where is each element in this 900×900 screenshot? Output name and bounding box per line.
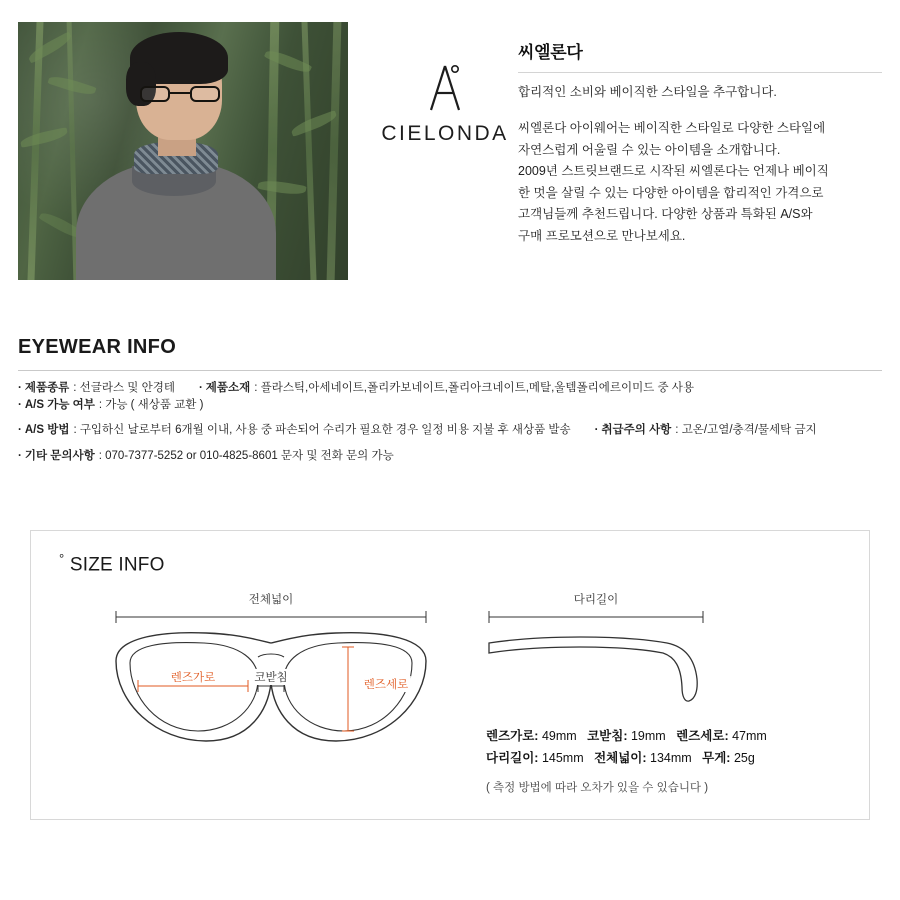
- lens-left: [140, 86, 170, 102]
- label-temple-length: 다리길이: [573, 594, 619, 606]
- spec-value: 25g: [733, 750, 755, 765]
- info-key: 기타 문의사항: [24, 450, 95, 463]
- brand-mark-icon: [376, 60, 514, 116]
- measurement-note: ( 측정 방법에 따라 오차가 있을 수 있습니다 ): [486, 781, 709, 794]
- spec-value: 134mm: [650, 750, 692, 765]
- size-info-panel: [30, 530, 870, 820]
- divider: [18, 370, 882, 371]
- bridge-bar: [170, 92, 190, 94]
- bullet-icon: ·: [594, 424, 599, 437]
- info-row: [18, 380, 886, 413]
- spec-line: [486, 726, 767, 748]
- info-pair: [18, 448, 394, 465]
- eyewear-info-heading: EYEWEAR INFO: [18, 336, 177, 358]
- intro-line: 고객님들께 추천드립니다. 다양한 상품과 특화된 A/S와: [518, 207, 813, 222]
- info-pair: [18, 397, 203, 414]
- info-row: [18, 448, 886, 465]
- spec-key: 다리길이:: [486, 750, 539, 765]
- spec-key: 무게:: [702, 750, 731, 765]
- lens-right: [190, 86, 220, 102]
- lifestyle-photo: [18, 22, 348, 280]
- temple-diagram: [481, 591, 711, 711]
- model-hair: [130, 32, 228, 84]
- bullet-icon: ·: [18, 424, 22, 437]
- label-total-width: 전체넓이: [248, 594, 294, 606]
- intro-line: 한 멋을 살릴 수 있는 다양한 아이템을 합리적인 가격으로: [518, 185, 824, 200]
- info-key: 취급주의 사항: [601, 424, 672, 437]
- spec-key: 코받침:: [587, 729, 628, 743]
- bullet-icon: ·: [18, 398, 22, 411]
- spec-key: 전체넓이:: [594, 750, 647, 765]
- intro-line: 구매 프로모션으로 만나보세요.: [518, 228, 686, 243]
- spec-key: 렌즈세로:: [676, 729, 729, 743]
- model-sweater: [76, 162, 276, 280]
- spec-value: 49mm: [541, 729, 577, 743]
- info-value: : 구입하신 날로부터 6개월 이내, 사용 중 파손되어 수리가 필요한 경우 일정 비용 지불 후 새상품 발송: [73, 424, 571, 437]
- spec-line: [486, 748, 767, 770]
- info-key: 제품소재: [205, 382, 251, 394]
- intro-line: 씨엘론다 아이웨어는 베이직한 스타일로 다양한 스타일에: [518, 121, 826, 136]
- spec-value: 47mm: [732, 729, 767, 743]
- divider: [518, 72, 882, 73]
- info-pair: [595, 422, 817, 439]
- info-pair: [199, 380, 694, 397]
- size-info-title: ° SIZE INFO: [59, 551, 165, 576]
- brand-intro-body: [518, 118, 882, 247]
- info-pair: [18, 380, 175, 397]
- eyewear-info-table: [18, 380, 886, 474]
- info-value: : 선글라스 및 안경테: [73, 382, 175, 394]
- info-value: : 플라스틱,아세네이트,폴리카보네이트,폴리아크네이트,메탈,울템폴리에르이미드 중 사용: [254, 382, 695, 394]
- brand-intro: [518, 38, 882, 247]
- spec-key: 렌즈가로:: [486, 729, 539, 743]
- degree-icon: °: [59, 551, 65, 566]
- model-figure: [76, 44, 276, 280]
- label-lens-width: 렌즈가로: [168, 669, 218, 685]
- spec-value: 145mm: [541, 750, 584, 765]
- size-spec-list: [486, 726, 767, 798]
- brand-name: CIELONDA: [381, 122, 509, 145]
- label-bridge: 코받침: [252, 669, 289, 685]
- label-lens-height: 렌즈세로: [361, 676, 411, 692]
- brand-intro-lead: 합리적인 소비와 베이직한 스타일을 추구합니다.: [518, 85, 777, 99]
- brand-logo: [376, 60, 514, 146]
- info-pair: [18, 422, 571, 439]
- info-key: 제품종류: [24, 382, 70, 394]
- intro-line: 2009년 스트릿브랜드로 시작된 씨엘론다는 언제나 베이직: [518, 164, 829, 179]
- bullet-icon: ·: [198, 382, 203, 394]
- info-value: : 고온/고열/충격/물세탁 금지: [675, 424, 817, 437]
- brand-intro-title: 씨엘론다: [518, 43, 583, 62]
- bullet-icon: ·: [18, 382, 22, 394]
- frame-front-diagram: [86, 591, 456, 781]
- info-key: A/S 방법: [24, 424, 70, 437]
- bullet-icon: ·: [18, 450, 22, 463]
- info-key: A/S 가능 여부: [24, 398, 95, 411]
- info-row: [18, 422, 886, 439]
- model-eyeglasses: [140, 86, 220, 102]
- info-value: : 가능 ( 새상품 교환 ): [98, 398, 204, 411]
- spec-value: 19mm: [630, 729, 666, 743]
- intro-line: 자연스럽게 어울릴 수 있는 아이템을 소개합니다.: [518, 142, 781, 157]
- info-value: : 070-7377-5252 or 010-4825-8601 문자 및 전화 문의 가능: [98, 450, 394, 463]
